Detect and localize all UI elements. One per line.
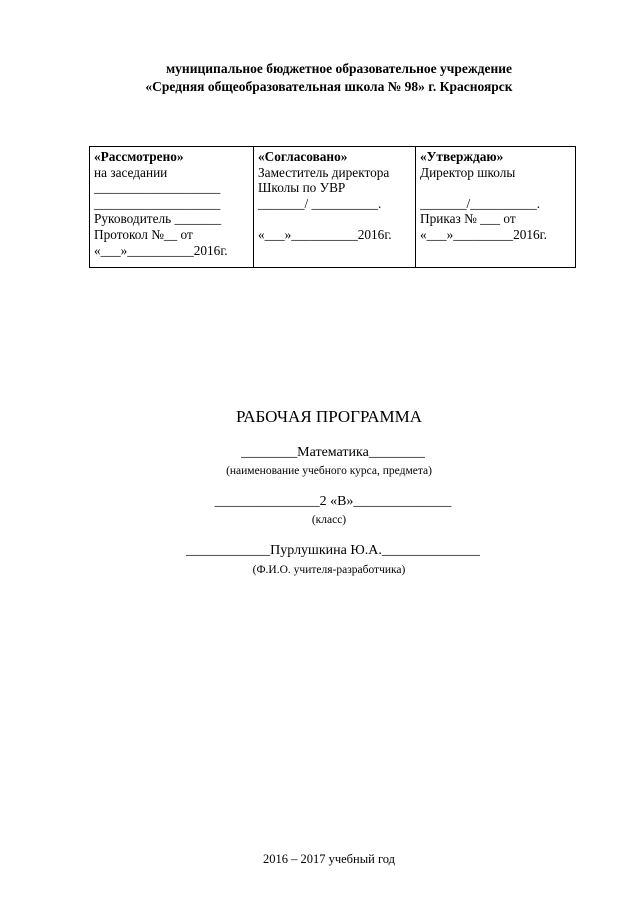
subject-caption: (наименование учебного курса, предмета): [226, 465, 432, 477]
approval-line: на заседании: [94, 164, 168, 180]
approval-line: Руководитель _______: [94, 211, 222, 227]
approval-line: «___»__________2016г.: [94, 242, 228, 258]
approval-line: «___»_________2016г.: [420, 226, 547, 242]
approval-line: Директор школы: [420, 164, 516, 180]
approval-line: Школы по УВР: [258, 180, 346, 196]
approval-line: Приказ № ___ от: [420, 211, 516, 227]
school-header: [0, 60, 638, 96]
approval-line: ___________________: [94, 180, 221, 196]
approval-line: Протокол №__ от: [94, 226, 193, 242]
approval-table: [89, 146, 576, 268]
program-title: РАБОЧАЯ ПРОГРАММА: [235, 407, 423, 426]
teacher-line: ____________Пурлушкина Ю.А.______________: [186, 543, 480, 558]
approval-cell-agreed: [254, 147, 416, 268]
header-line-institution-type: муниципальное бюджетное образовательное учреждение: [165, 61, 513, 76]
approval-title-approved: «Утверждаю»: [420, 149, 504, 164]
header-line-school-name: «Средняя общеобразовательная школа № 98» г. Красноярск: [145, 79, 513, 94]
class-line: _______________2 «В»______________: [214, 494, 452, 509]
approval-title-agreed: «Согласовано»: [258, 149, 348, 164]
class-caption: (класс): [311, 514, 347, 526]
approval-cell-reviewed: [90, 147, 254, 268]
academic-year: 2016 – 2017 учебный год: [262, 852, 396, 866]
approval-line: ___________________: [94, 195, 221, 211]
subject-line: ________Математика________: [241, 445, 425, 460]
approval-cell-approved: [416, 147, 576, 268]
approval-line: _______/__________.: [420, 195, 541, 211]
approval-blank-line: [258, 211, 411, 227]
teacher-caption: (Ф.И.О. учителя-разработчика): [252, 564, 406, 576]
approval-line: Заместитель директора: [258, 164, 390, 180]
approval-title-reviewed: «Рассмотрено»: [94, 149, 184, 164]
approval-line: _______/ __________.: [258, 195, 382, 211]
approval-blank-line: [420, 180, 571, 196]
approval-line: «___»__________2016г.: [258, 226, 392, 242]
